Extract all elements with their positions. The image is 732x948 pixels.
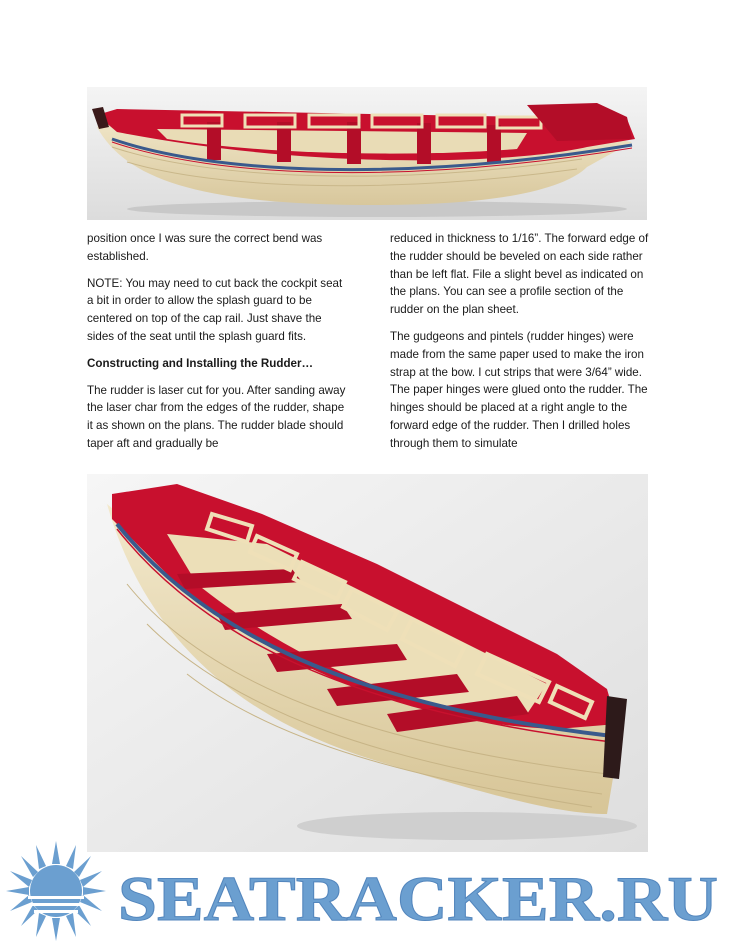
boat-side-view-photo: [87, 87, 647, 220]
watermark-text: SEATRACKER.RU: [118, 863, 718, 934]
paragraph: The gudgeons and pintels (rudder hinges) were made from the same paper used to make the iron strap at the bow. I cut strips that were 3/64” wide. The paper hinges were glued onto the rudder. The hinges should be placed at a right angle to the forward edge of the rudder. Then I drilled holes through them to simulate: [390, 329, 648, 450]
note-paragraph: NOTE: You may need to cut back the cockpit seat a bit in order to allow the splash guard to be centered on top of the cap rail. Just shave the sides of the seat until the splash guard fits.: [87, 276, 343, 343]
sun-logo-icon: [6, 841, 106, 941]
left-text-column: [87, 230, 349, 462]
paragraph: The rudder is laser cut for you. After sanding away the laser char from the edges of the rudder, shape it as shown on the plans. The rudder blade should taper aft and gradually be: [87, 383, 346, 450]
paragraph: reduced in thickness to 1/16”. The forward edge of the rudder should be beveled on each side rather than be left flat. File a slight bevel as indicated on the plans. You can see a profile section of the rudder on the plan sheet.: [390, 232, 649, 317]
paragraph: position once I was sure the correct bend was established.: [87, 232, 323, 263]
right-text-column: [390, 230, 652, 462]
site-watermark: [0, 836, 732, 943]
section-heading: Constructing and Installing the Rudder…: [87, 356, 314, 370]
boat-interior-view-photo: [87, 474, 648, 852]
